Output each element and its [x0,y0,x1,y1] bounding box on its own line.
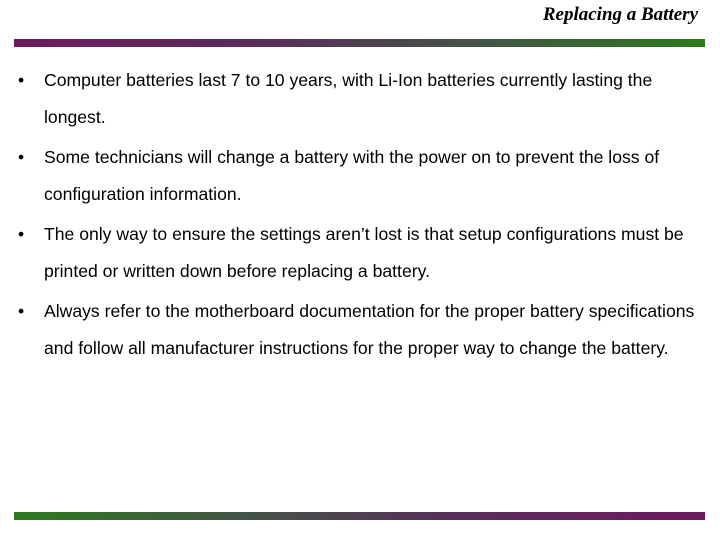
bullet-item [0,216,720,289]
bullet-dot-icon: • [18,147,25,167]
bullet-item [0,62,720,135]
bullet-text: The only way to ensure the settings aren’t lost is that setup configurations must be printed or written down before replacing a battery. [44,224,684,281]
bullet-dot-icon: • [18,301,25,321]
bullet-list [0,62,720,370]
bullet-text: Computer batteries last 7 to 10 years, with Li-Ion batteries currently lasting the longest. [44,70,653,127]
bullet-item [0,293,720,366]
bottom-divider-bar [14,512,705,520]
bullet-dot-icon: • [18,224,25,244]
bullet-text: Always refer to the motherboard documentation for the proper battery specifications and follow all manufacturer instructions for the proper way to change the battery. [44,301,695,358]
bullet-dot-icon: • [18,70,25,90]
bullet-item [0,139,720,212]
top-divider-bar [14,39,705,47]
slide-title: Replacing a Battery [542,4,698,25]
bullet-text: Some technicians will change a battery with the power on to prevent the loss of configuration information. [44,147,660,204]
